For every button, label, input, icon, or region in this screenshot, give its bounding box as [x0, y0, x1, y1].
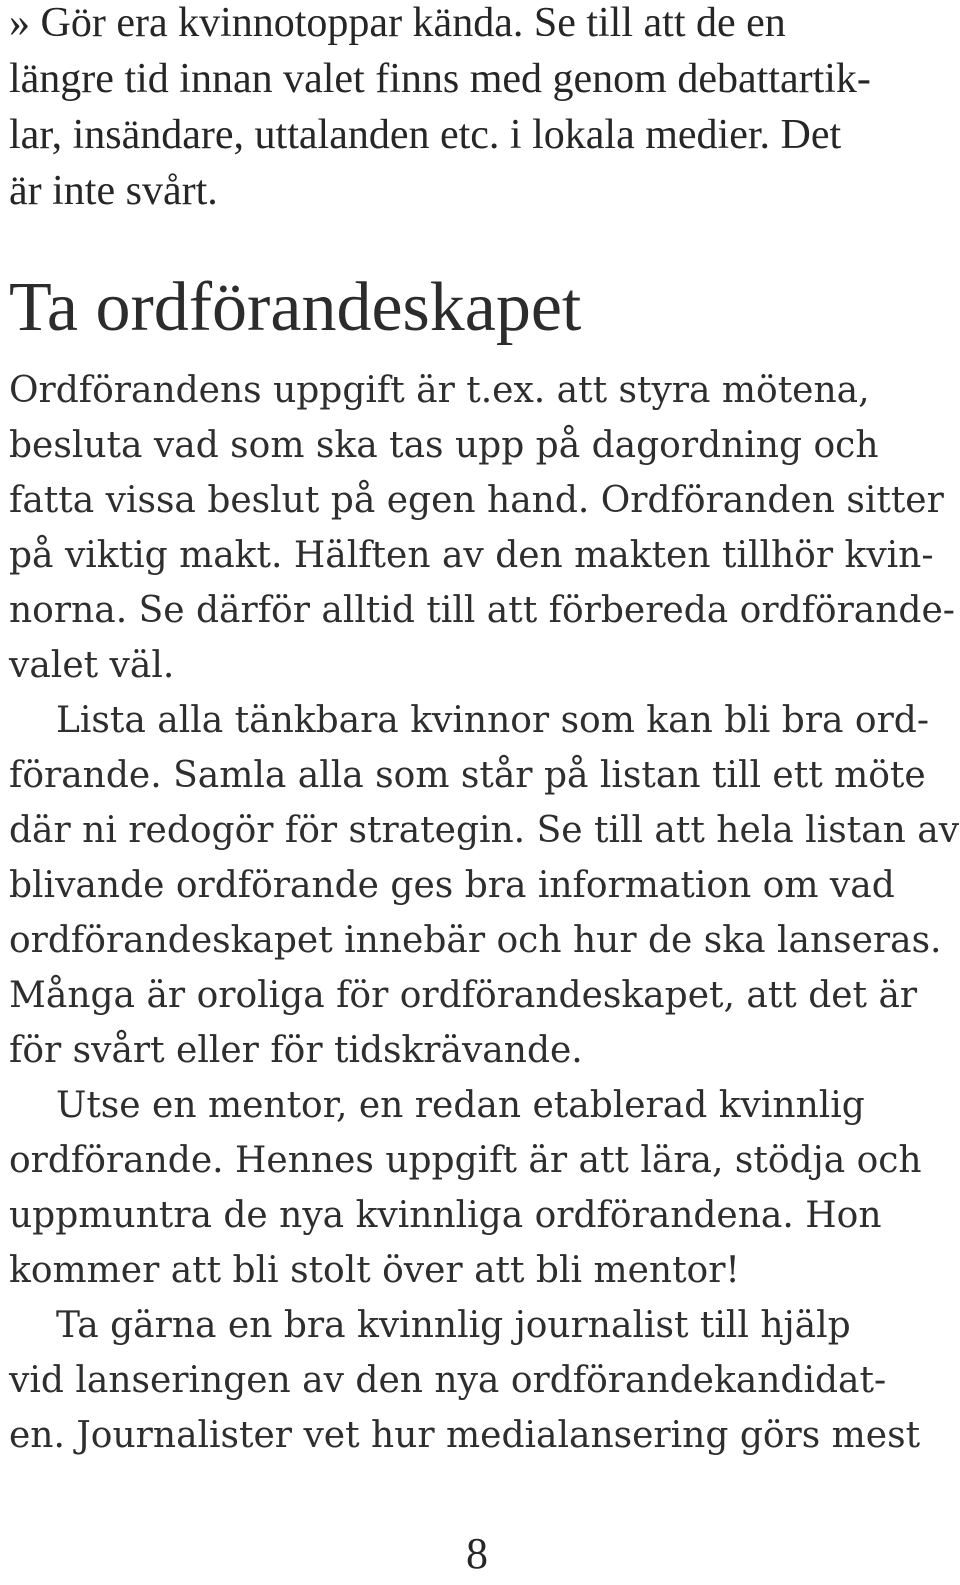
intro-line: är inte svårt. — [9, 168, 218, 214]
paragraph-line: för svårt eller för tidskrävande. — [9, 1030, 583, 1071]
paragraph-line: besluta vad som ska tas upp på dagordning och — [9, 425, 879, 466]
paragraph-line: förande. Samla alla som står på listan till ett möte — [9, 755, 926, 796]
paragraph-line: vid lanseringen av den nya ordförandekandidat- — [9, 1360, 887, 1401]
paragraph-line: Många är oroliga för ordförandeskapet, att det är — [9, 975, 918, 1016]
paragraph-line: kommer att bli stolt över att bli mentor! — [9, 1250, 740, 1291]
paragraph-line: en. Journalister vet hur medialansering görs mest — [9, 1415, 921, 1456]
paragraph-line: Ta gärna en bra kvinnlig journalist till hjälp — [56, 1305, 851, 1346]
paragraph-line: ordförandeskapet innebär och hur de ska lanseras. — [9, 920, 942, 961]
section-heading: Ta ordförandeskapet — [9, 269, 582, 346]
paragraph-line: Ordförandens uppgift är t.ex. att styra mötena, — [9, 370, 870, 411]
paragraph-line: valet väl. — [9, 645, 175, 686]
paragraph-line: blivande ordförande ges bra information om vad — [9, 865, 895, 906]
paragraph-line: Lista alla tänkbara kvinnor som kan bli bra ord- — [56, 700, 929, 741]
paragraph-line: där ni redogör för strategin. Se till att hela listan av — [9, 810, 960, 851]
intro-line: lar, insändare, uttalanden etc. i lokala medier. Det — [9, 112, 842, 158]
paragraph-line: uppmuntra de nya kvinnliga ordförandena. Hon — [9, 1195, 882, 1236]
intro-line: » Gör era kvinnotoppar kända. Se till att de en — [9, 0, 786, 46]
intro-line: längre tid innan valet finns med genom debattartik- — [9, 56, 871, 102]
paragraph-line: norna. Se därför alltid till att förbereda ordförande- — [9, 590, 955, 631]
paragraph-line: på viktig makt. Hälften av den makten tillhör kvin- — [9, 535, 934, 576]
paragraph-line: Utse en mentor, en redan etablerad kvinnlig — [56, 1085, 865, 1126]
page-number: 8 — [466, 1529, 488, 1578]
paragraph-line: fatta vissa beslut på egen hand. Ordföranden sitter — [9, 480, 944, 521]
paragraph-line: ordförande. Hennes uppgift är att lära, stödja och — [9, 1140, 922, 1181]
